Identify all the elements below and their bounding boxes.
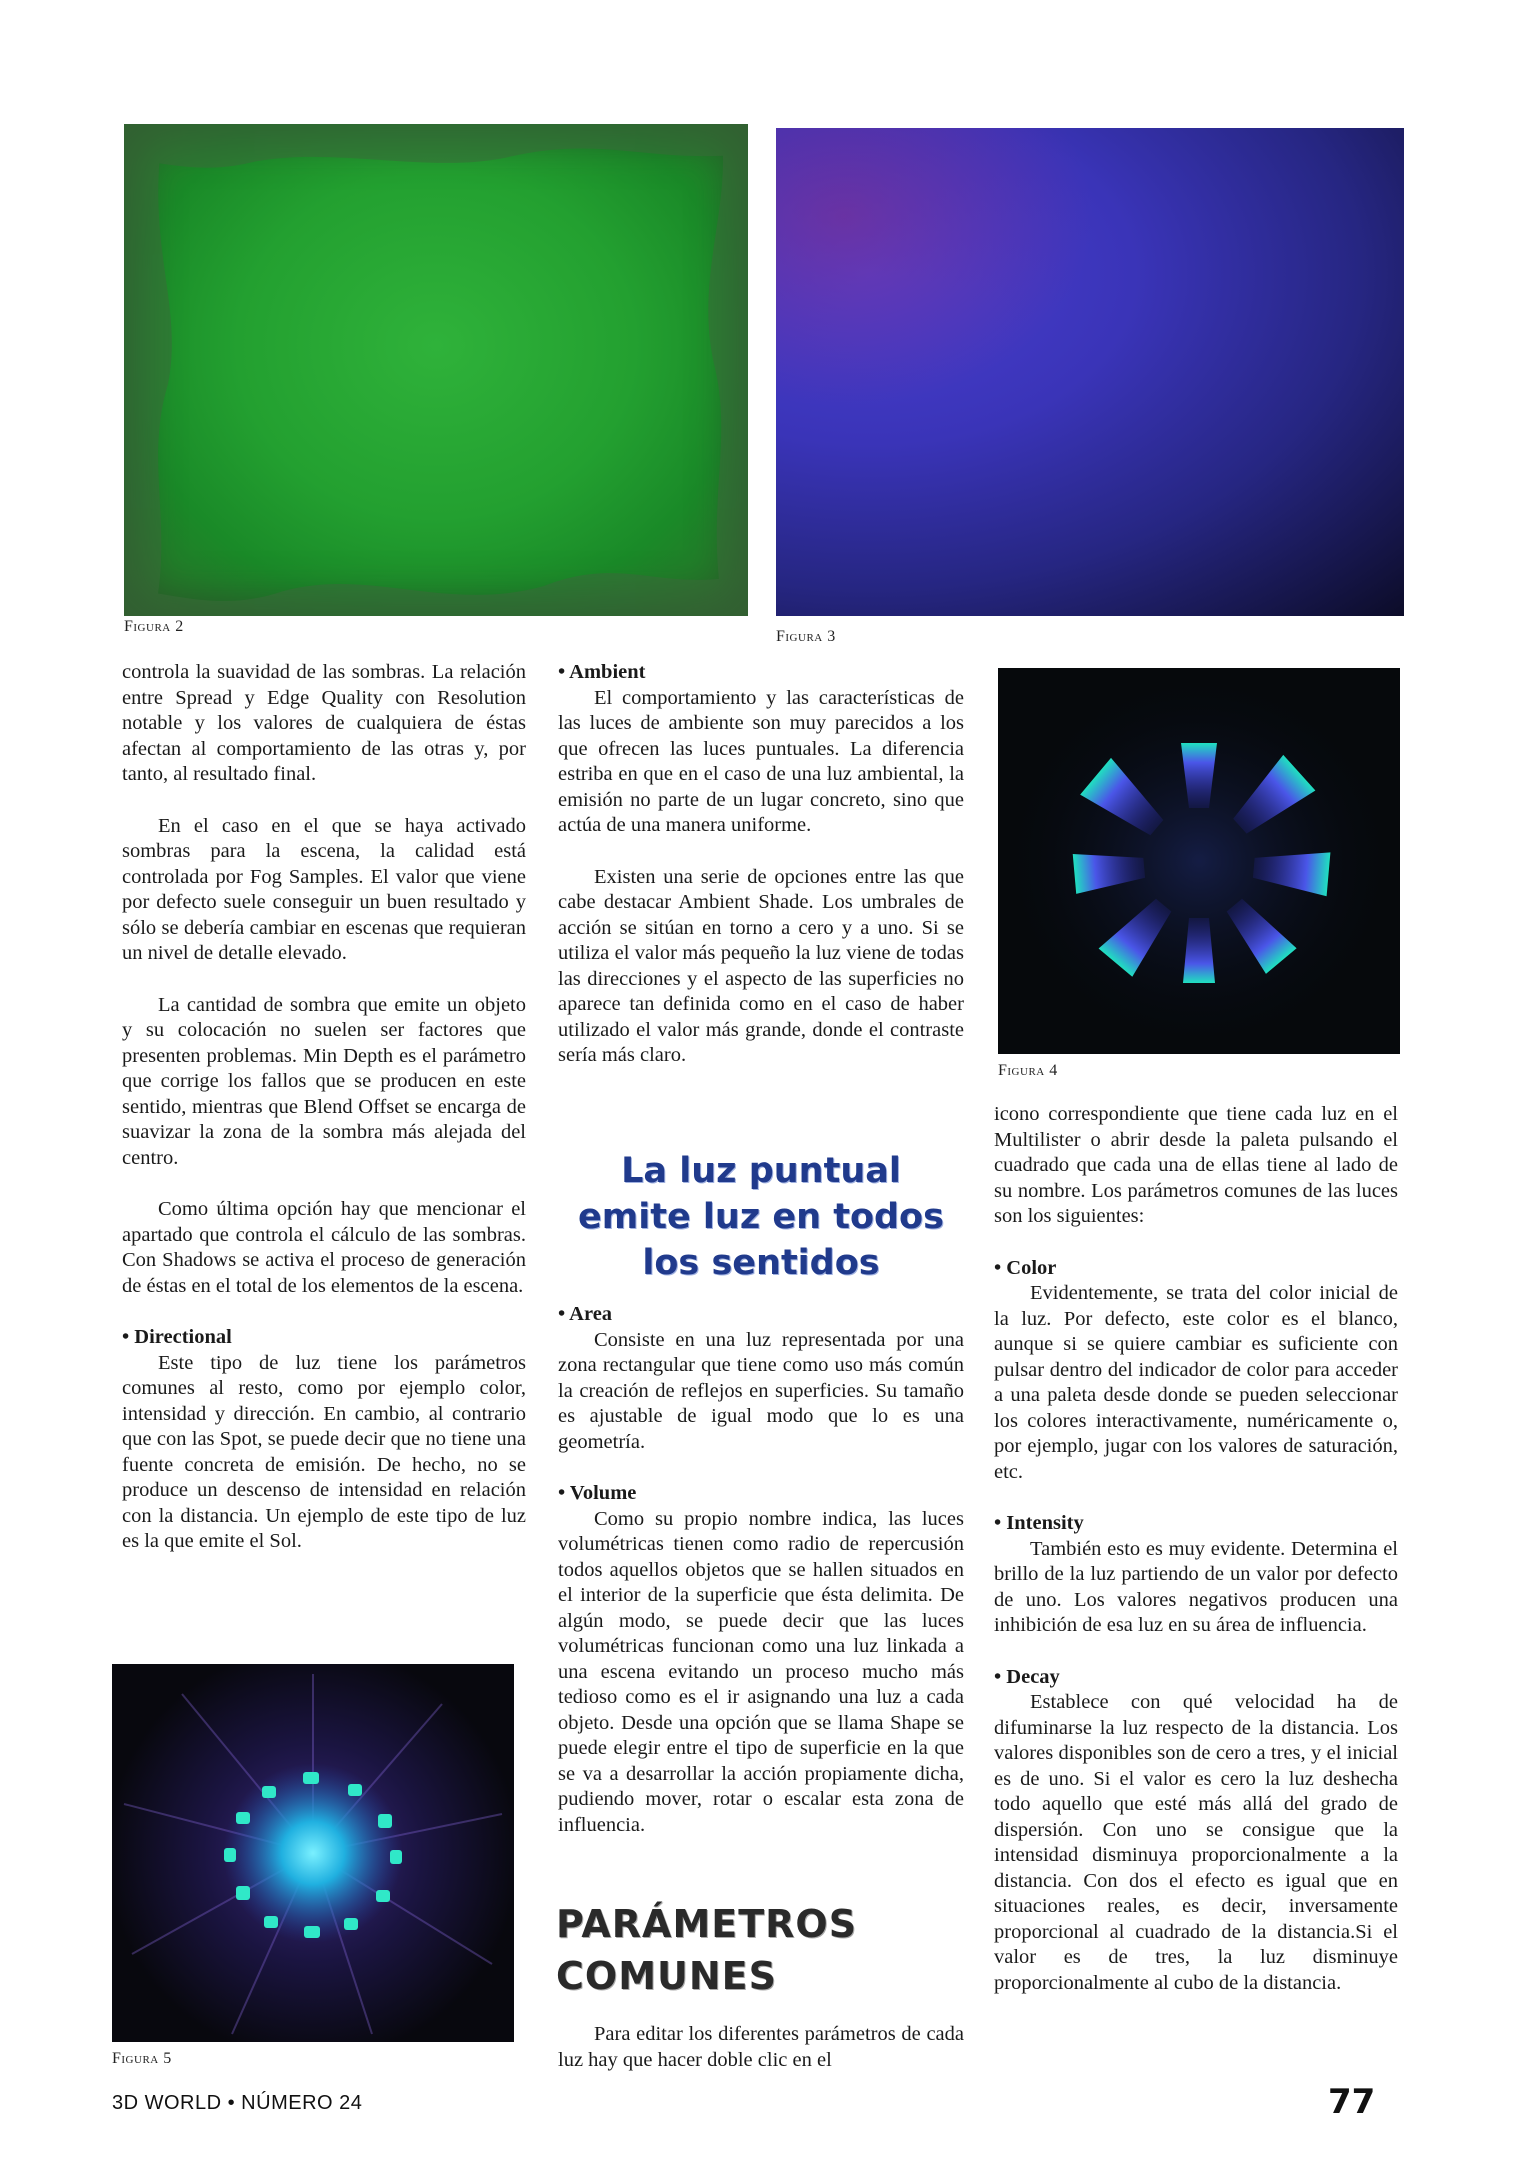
figure-2-texture xyxy=(124,124,748,616)
col2-heading-area: • Area xyxy=(558,1303,613,1325)
col3-paragraph-2: Evidentemente, se trata del color inicial de la luz. Por defecto, este color es el blanco, aunque si se quiere cambiar es suficiente con pulsar dentro del indicador de color para acceder a una paleta desde donde se pueden seleccionar los colores interactivamente, numéricamente o, por ejemplo, jugar con los valores de saturación, etc. xyxy=(994,1282,1398,1483)
col1-paragraph-3: La cantidad de sombra que emite un objeto y su colocación no suelen ser factores que presenten problemas. Min Depth es el parámetro que corrige los fallos que se producen en este sentido, mientras que Blend Offset se encarga de suavizar la zona de la sombra más alejada del centro. xyxy=(122,993,526,1169)
col2-heading-ambient: • Ambient xyxy=(558,661,646,683)
column-2-lower xyxy=(558,1302,964,1838)
col2-heading-volume: • Volume xyxy=(558,1482,637,1504)
figure-3-image xyxy=(776,128,1404,616)
col2-paragraph-5: Para editar los diferentes parámetros de cada luz hay que hacer doble clic en el xyxy=(558,2023,964,2071)
col1-paragraph-5: Este tipo de luz tiene los parámetros comunes al resto, como por ejemplo color, intensidad y dirección. En cambio, al contrario que con las Spot, se puede decir que no tiene una fuente concreta de emisión. De hecho, no se produce un descenso de intensidad en relación con la distancia. Un ejemplo de este tipo de luz es la que emite el Sol. xyxy=(122,1351,526,1552)
col2-paragraph-1: El comportamiento y las características de las luces de ambiente son muy parecidos a los que ofrecen las luces puntuales. La diferencia estriba en que en el caso de una luz ambiental, la emisión no parte de un lugar concreto, sino que actúa de una manera uniforme. xyxy=(558,686,964,836)
figure-3-caption: Figura 3 xyxy=(776,628,836,645)
figure-5-image xyxy=(112,1664,514,2042)
col3-heading-intensity: • Intensity xyxy=(994,1512,1084,1534)
col3-paragraph-3: También esto es muy evidente. Determina el brillo de la luz partiendo de un valor por defecto de uno. Los valores negativos producen una inhibición de esa luz en su área de influencia. xyxy=(994,1537,1398,1636)
col1-paragraph-2: En el caso en el que se haya activado sombras para la escena, la calidad está controlada por Fog Samples. El valor que viene por defecto suele conseguir un buen resultado y sólo se debería cambiar en escenas que requieran un nivel de detalle elevado. xyxy=(122,814,526,964)
col2-paragraph-2: Existen una serie de opciones entre las que cabe destacar Ambient Shade. Los umbrales de acción se sitúan en torno a cero y a uno. Si se utiliza el valor más pequeño la luz viene de todas las direcciones y el aspecto de las superficies no aparece tan definida como en el caso de haber utilizado el valor más grande, donde el contraste sería más claro. xyxy=(558,865,964,1066)
col1-heading-directional: • Directional xyxy=(122,1326,232,1348)
col3-heading-color: • Color xyxy=(994,1256,1057,1279)
col1-paragraph-4: Como última opción hay que mencionar el apartado que controla el cálculo de las sombras. Con Shadows se activa el proceso de generación de éstas en el total de los elementos de la escena. xyxy=(122,1198,526,1297)
column-2-bottom xyxy=(558,2022,964,2073)
page-number: 77 xyxy=(1328,2082,1376,2122)
col3-paragraph-1: icono correspondiente que tiene cada luz en el Multilister o abrir desde la paleta pulsando el cuadrado que cada una de ellas tiene al lado de su nombre. Los parámetros comunes de las luces son los siguientes: xyxy=(994,1103,1398,1227)
figure-2-image xyxy=(124,124,748,616)
col2-paragraph-3: Consiste en una luz representada por una zona rectangular que tiene como uso más común la creación de reflejos en superficies. Su tamaño es ajustable de igual modo que lo es una geometría. xyxy=(558,1328,964,1453)
figure-4-image xyxy=(998,668,1400,1054)
column-1 xyxy=(122,660,526,1555)
col1-paragraph-1: controla la suavidad de las sombras. La relación entre Spread y Edge Quality con Resolution notable y los valores de cualquiera de éstas afectan al comportamiento de las otras y, por tanto, al resultado final. xyxy=(122,661,526,785)
figure-2-caption: Figura 2 xyxy=(124,618,184,635)
column-3 xyxy=(994,1102,1398,1996)
figure-3-red-glow xyxy=(776,128,1096,408)
figure-5-caption: Figura 5 xyxy=(112,2050,172,2067)
footer-magazine: 3D WORLD • NÚMERO 24 xyxy=(112,2092,363,2114)
col3-paragraph-4: Establece con qué velocidad ha de difuminarse la luz respecto de la distancia. Los valores disponibles son de cero a tres, y el inicial es de uno. Si el valor es cero la luz deshecha todo aquello que esté más allá del grado de dispersión. Con uno se consigue que la intensidad disminuya proporcionalmente a la distancia. Con dos el efecto es igual que en situaciones reales, es decir, inversamente proporcional al cuadrado de la distancia.Si el valor es de tres, la luz disminuye proporcionalmente al cubo de la distancia. xyxy=(994,1691,1398,1994)
col2-paragraph-4: Como su propio nombre indica, las luces volumétricas tienen como radio de repercusión todos aquellos objetos que se hallen situados en el interior de la superficie que ésta delimita. De algún modo, se puede decir que las luces volumétricas funcionan como una luz linkada a una escena evitando un proceso mucho más tedioso como es el ir asignando una luz a cada objeto. Desde una opción que se llama Shape se puede elegir entre el tipo de superficie en la que se va a desarrollar la acción propiamente dicha, pudiendo mover, rotar o escalar esta zona de influencia. xyxy=(558,1507,964,1836)
figure-4-caption: Figura 4 xyxy=(998,1062,1058,1079)
figure-4-spotlights xyxy=(998,668,1400,1054)
figure-5-burst xyxy=(112,1664,514,2042)
column-2 xyxy=(558,660,964,1069)
pull-quote: La luz puntual emite luz en todos los sentidos xyxy=(578,1151,944,1283)
col3-heading-decay: • Decay xyxy=(994,1665,1060,1688)
section-title: PARÁMETROS COMUNES xyxy=(556,1902,858,1998)
